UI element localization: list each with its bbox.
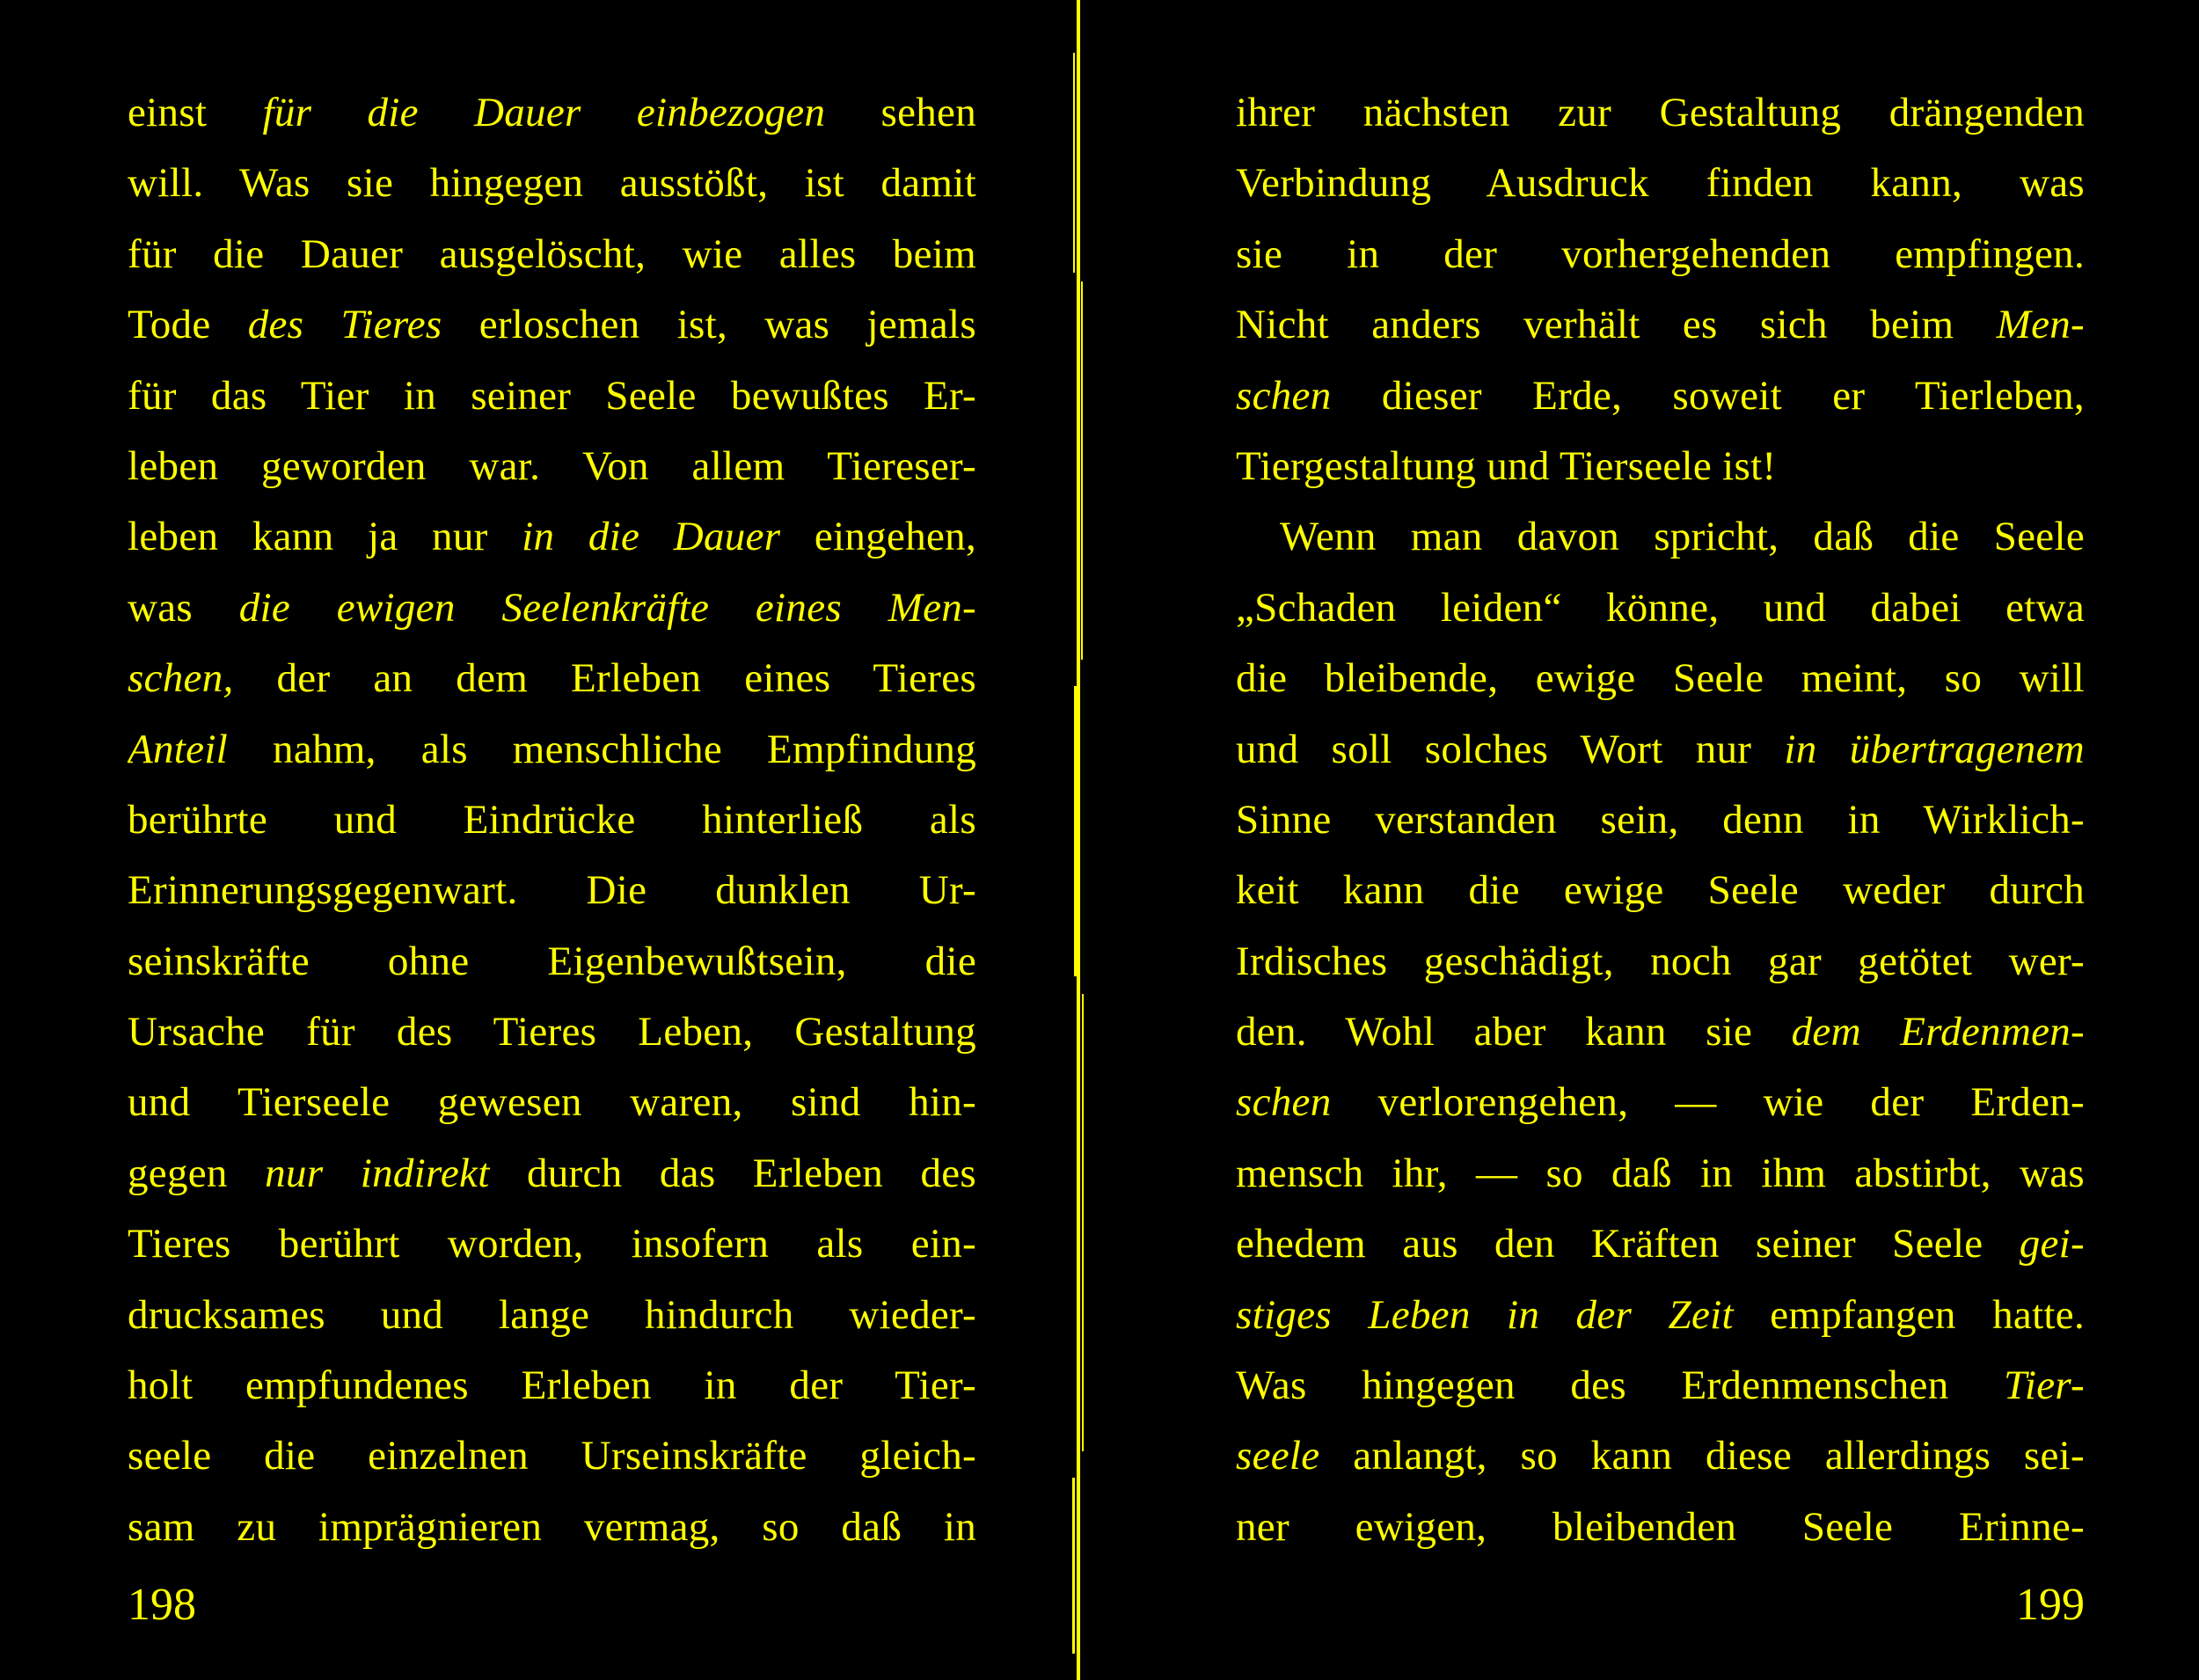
text-line — [1236, 501, 2085, 572]
text-run: den. Wohl aber kann sie — [1236, 1009, 1792, 1055]
text-line — [128, 431, 976, 501]
gutter-line — [1073, 53, 1075, 273]
text-run: Sinne verstanden sein, denn in Wirklich- — [1236, 796, 2085, 843]
text-line — [1236, 714, 2085, 785]
gutter-line — [1074, 686, 1077, 976]
text-run: berührte und Eindrücke hinterließ als — [128, 796, 976, 843]
text-run: anlangt, so kann diese allerdings sei- — [1319, 1433, 2085, 1479]
text-run: Tode — [128, 302, 248, 348]
text-line — [1236, 573, 2085, 643]
text-run: drucksames und lange hindurch wieder- — [128, 1291, 976, 1338]
text-line — [1236, 643, 2085, 713]
text-run: will. Was sie hingegen ausstößt, ist damit — [128, 160, 976, 207]
text-run: mensch ihr, — so daß in ihm abstirbt, was — [1236, 1150, 2085, 1196]
text-run: ihrer nächsten zur Gestaltung drängenden — [1236, 90, 2085, 135]
text-line — [128, 501, 976, 572]
text-run: für das Tier in seiner Seele bewußtes Er- — [128, 372, 976, 419]
text-run: holt empfundenes Erleben in der Tier- — [128, 1362, 976, 1409]
italic-text: stiges Leben in der Zeit — [1236, 1291, 1734, 1338]
text-run: seele die einzelnen Urseinskräfte gleich- — [128, 1433, 976, 1479]
italic-text: schen — [1236, 372, 1332, 419]
italic-text: gei- — [2019, 1221, 2085, 1267]
text-line — [128, 573, 976, 643]
text-line — [1236, 361, 2085, 431]
text-line — [128, 289, 976, 360]
text-run: verlorengehen, — wie der Erden- — [1331, 1079, 2085, 1126]
text-line — [128, 219, 976, 289]
text-run: durch das Erleben des — [489, 1150, 976, 1196]
text-line — [1236, 1138, 2085, 1209]
text-line — [1236, 1350, 2085, 1421]
text-run: erloschen ist, was jemals — [442, 302, 976, 348]
text-line — [128, 1421, 976, 1491]
text-run: Erinnerungsgegenwart. Die dunklen Ur- — [128, 867, 976, 914]
italic-text: in die Dauer — [522, 514, 781, 560]
text-line — [128, 1067, 976, 1137]
text-run: empfangen hatte. — [1733, 1291, 2085, 1338]
text-line — [128, 148, 976, 218]
text-run: für die Dauer ausgelöscht, wie alles beim — [128, 230, 976, 277]
text-run: der an dem Erleben eines Tieres — [233, 655, 976, 702]
text-run: Was hingegen des Erdenmenschen — [1236, 1362, 2005, 1409]
text-run: gegen — [128, 1150, 266, 1196]
text-run: leben geworden war. Von allem Tiereser- — [128, 442, 976, 489]
text-line — [1236, 997, 2085, 1067]
gutter-line — [1082, 994, 1084, 1451]
text-run: und soll solches Wort nur — [1236, 726, 1785, 772]
text-run: leben kann ja nur — [128, 514, 522, 560]
text-run: eingehen, — [780, 514, 976, 560]
text-line — [1236, 1280, 2085, 1350]
text-line — [128, 361, 976, 431]
text-line — [1236, 1067, 2085, 1137]
text-line — [128, 1138, 976, 1209]
text-run: ner ewigen, bleibenden Seele Erinne- — [1236, 1503, 2085, 1550]
right-page-text — [1236, 77, 2085, 1562]
text-run: „Schaden leiden“ könne, und dabei etwa — [1236, 584, 2085, 631]
text-line — [128, 643, 976, 713]
text-run: und Tierseele gewesen waren, sind hin- — [128, 1079, 976, 1126]
text-run: Tiergestaltung und Tierseele ist! — [1236, 442, 1777, 489]
text-run: Nicht anders verhält es sich beim — [1236, 302, 1997, 348]
text-line — [1236, 431, 2085, 501]
italic-text: die ewigen Seelenkräfte eines Men- — [238, 584, 976, 631]
gutter-line — [1077, 0, 1080, 1680]
text-run: die bleibende, ewige Seele meint, so will — [1236, 655, 2085, 702]
italic-text: Tier- — [2004, 1362, 2085, 1409]
text-line — [1236, 77, 2085, 148]
text-run: was — [128, 584, 239, 631]
text-run: Tieres berührt worden, insofern als ein- — [128, 1221, 976, 1267]
gutter-line — [1081, 281, 1083, 660]
text-line — [128, 77, 976, 148]
text-line — [1236, 289, 2085, 360]
text-run: einst — [128, 90, 263, 135]
book-gutter — [1071, 0, 1087, 1680]
text-run: sam zu imprägnieren vermag, so daß in — [128, 1503, 976, 1550]
text-line — [128, 1492, 976, 1562]
italic-text: dem Erdenmen- — [1791, 1009, 2085, 1055]
text-run: dieser Erde, soweit er Tierleben, — [1331, 372, 2085, 419]
italic-text: schen, — [128, 655, 234, 702]
italic-text: nur indirekt — [265, 1150, 490, 1196]
text-line — [128, 785, 976, 855]
text-line — [128, 1350, 976, 1421]
text-run: sehen — [825, 90, 976, 135]
text-line — [1236, 219, 2085, 289]
text-line — [128, 714, 976, 785]
text-run: nahm, als menschliche Empfindung — [228, 726, 976, 772]
gutter-line — [1072, 1478, 1075, 1654]
text-run: keit kann die ewige Seele weder durch — [1236, 867, 2085, 914]
text-line — [1236, 1421, 2085, 1491]
italic-text: Men- — [1996, 302, 2085, 348]
text-line — [128, 926, 976, 997]
text-line — [128, 1209, 976, 1279]
text-run: Ursache für des Tieres Leben, Gestaltung — [128, 1009, 976, 1055]
text-line — [1236, 1492, 2085, 1562]
text-line — [1236, 785, 2085, 855]
text-run: ehedem aus den Kräften seiner Seele — [1236, 1221, 2020, 1267]
text-line — [1236, 148, 2085, 218]
text-run: Wenn man davon spricht, daß die Seele — [1280, 514, 2085, 560]
italic-text: schen — [1236, 1079, 1332, 1126]
italic-text: seele — [1236, 1433, 1320, 1479]
text-line — [1236, 1209, 2085, 1279]
left-page-number: 198 — [128, 1580, 196, 1630]
italic-text: Anteil — [128, 726, 229, 772]
italic-text: für die Dauer einbezogen — [262, 90, 826, 135]
italic-text: in übertragenem — [1784, 726, 2085, 772]
text-run: Irdisches geschädigt, noch gar getötet wer- — [1236, 938, 2085, 984]
text-line — [128, 855, 976, 925]
text-line — [1236, 926, 2085, 997]
text-run: seinskräfte ohne Eigenbewußtsein, die — [128, 938, 976, 984]
left-page-text — [128, 77, 976, 1562]
right-page-number: 199 — [2016, 1580, 2085, 1630]
text-line — [128, 1280, 976, 1350]
text-run: sie in der vorhergehenden empfingen. — [1236, 230, 2085, 277]
italic-text: des Tieres — [247, 302, 442, 348]
text-line — [128, 997, 976, 1067]
text-line — [1236, 855, 2085, 925]
text-run: Verbindung Ausdruck finden kann, was — [1236, 160, 2085, 207]
